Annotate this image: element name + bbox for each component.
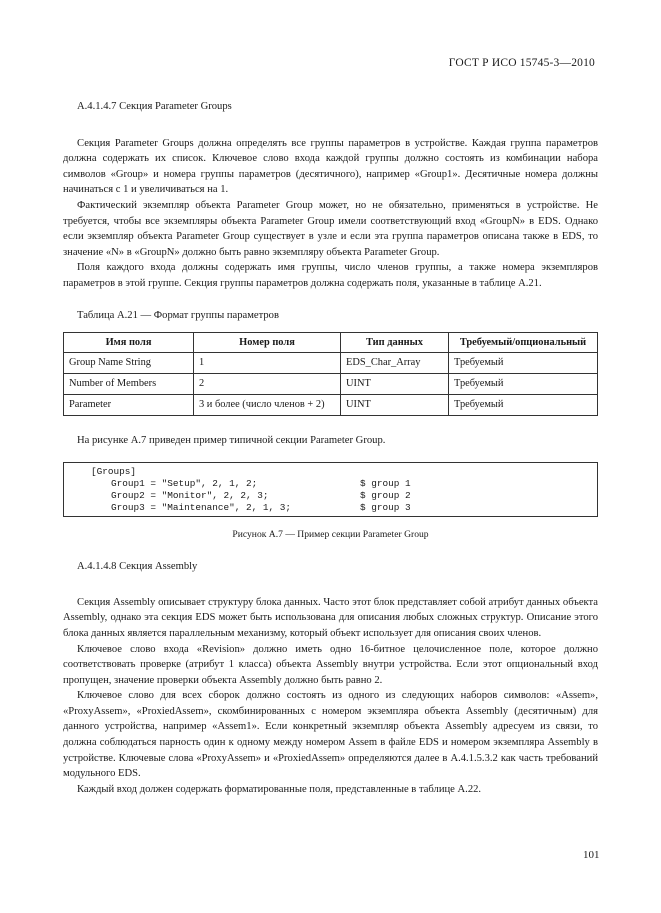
table-cell: Number of Members — [64, 374, 194, 395]
figure-intro: На рисунке А.7 приведен пример типичной секции Parameter Group. — [77, 435, 386, 447]
table-header-row — [64, 333, 598, 353]
paragraph: Каждый вход должен содержать форматированные поля, представленные в таблице А.22. — [77, 783, 482, 795]
page-number: 101 — [583, 849, 600, 861]
table-caption: Таблица А.21 — Формат группы параметров — [77, 309, 279, 321]
paragraph: Ключевое слово входа «Revision» должно иметь одно 16-битное целочисленное поле, которое должно соответствовать проверке (атрибут 1 класса) объекта Assembly внутри устройства. Если этот опциональный вход пропущен, значение проверки объекта Assembly должно быть равно 2. — [63, 643, 598, 686]
table-row — [64, 395, 598, 416]
code-statement: Group2 = "Monitor", 2, 2, 3; — [111, 490, 269, 502]
code-line: [Groups] — [91, 465, 137, 477]
code-comment: $ group 2 — [360, 490, 411, 502]
figure-caption: Рисунок А.7 — Пример секции Parameter Group — [232, 528, 429, 540]
section-heading-parameter-groups: A.4.1.4.7 Секция Parameter Groups — [77, 101, 232, 112]
table-cell: UINT — [341, 395, 449, 416]
page-header-standard: ГОСТ Р ИСО 15745-3—2010 — [448, 57, 595, 69]
table-cell: Parameter — [64, 395, 194, 416]
parameter-group-format-table — [63, 332, 598, 416]
table-cell: Требуемый — [449, 395, 598, 416]
paragraph: Поля каждого входа должны содержать имя группы, число членов группы, а также номера экземпляров параметров в этой группе. Секция группы параметров должна содержать поля, указанные в таблице А.21. — [63, 262, 598, 289]
code-line — [91, 478, 597, 490]
code-comment: $ group 3 — [360, 502, 411, 514]
paragraph: Ключевое слово для всех сборок должно состоять из одного из следующих наборов символов: «Assem», «ProxyAssem», «ProxiedAssem», скомбинированных с номером экземпляра объекта Assembly (десятичным) для данного устройства, например «Assem1». Если конкретный экземпляр объекта Assembly адресуем из связи, то должна соблюдаться парность один к одному между номером Assem в файле EDS и номером экземпляра Assembly в устройстве. Ключевые слова «ProxyAssem» и «ProxiedAssem» определяются далее в А.4.1.5.3.2 как часть требований модульного EDS. — [63, 690, 598, 780]
code-comment: $ group 1 — [360, 477, 411, 489]
table-cell: Требуемый — [449, 374, 598, 395]
table-cell: 1 — [194, 353, 341, 374]
table-cell: 2 — [194, 374, 341, 395]
table-cell: EDS_Char_Array — [341, 353, 449, 374]
page-content — [63, 99, 598, 797]
paragraph: Секция Assembly описывает структуру блока данных. Часто этот блок представляет собой атрибут данных объекта Assembly, однако эта секция EDS может быть использована для описания любых сложных структур. Описание этого блока данных является параллельным механизму, который объект использует для описания своих членов. — [63, 596, 598, 639]
code-statement: Group1 = "Setup", 2, 1, 2; — [111, 477, 258, 489]
column-header: Требуемый/опциональный — [449, 333, 598, 353]
table-cell: UINT — [341, 374, 449, 395]
paragraph: Фактический экземпляр объекта Parameter Group может, но не обязательно, применяться в устройстве. Не требуется, чтобы все экземпляры объекта Parameter Group имели соответствующий вход «GroupN» в EDS. Однако если экземпляр объекта Parameter Group существует в узле и если эта группа параметров описана также в EDS, то значение «N» в «GroupN» должно быть равно экземпляру объекта Parameter Group. — [63, 199, 598, 258]
code-example-box — [63, 462, 598, 517]
column-header: Номер поля — [194, 333, 341, 353]
paragraph: Секция Parameter Groups должна определять все группы параметров в устройстве. Каждая группа параметров должна содержать их список. Ключевое слово входа каждой группы должно состоять из комбинации набора символов «Group» и номера группы параметров (десятичного), например «Group1». Десятичные номера должны начинаться с 1 и увеличиваться на 1. — [63, 137, 598, 196]
table-row — [64, 374, 598, 395]
column-header: Тип данных — [341, 333, 449, 353]
column-header: Имя поля — [64, 333, 194, 353]
table-cell: 3 и более (число членов + 2) — [194, 395, 341, 416]
table-row — [64, 353, 598, 374]
table-cell: Group Name String — [64, 353, 194, 374]
table-cell: Требуемый — [449, 353, 598, 374]
code-line — [91, 490, 597, 502]
section-heading-assembly: A.4.1.4.8 Секция Assembly — [77, 561, 198, 573]
code-line — [91, 502, 597, 514]
code-statement: Group3 = "Maintenance", 2, 1, 3; — [111, 502, 292, 514]
